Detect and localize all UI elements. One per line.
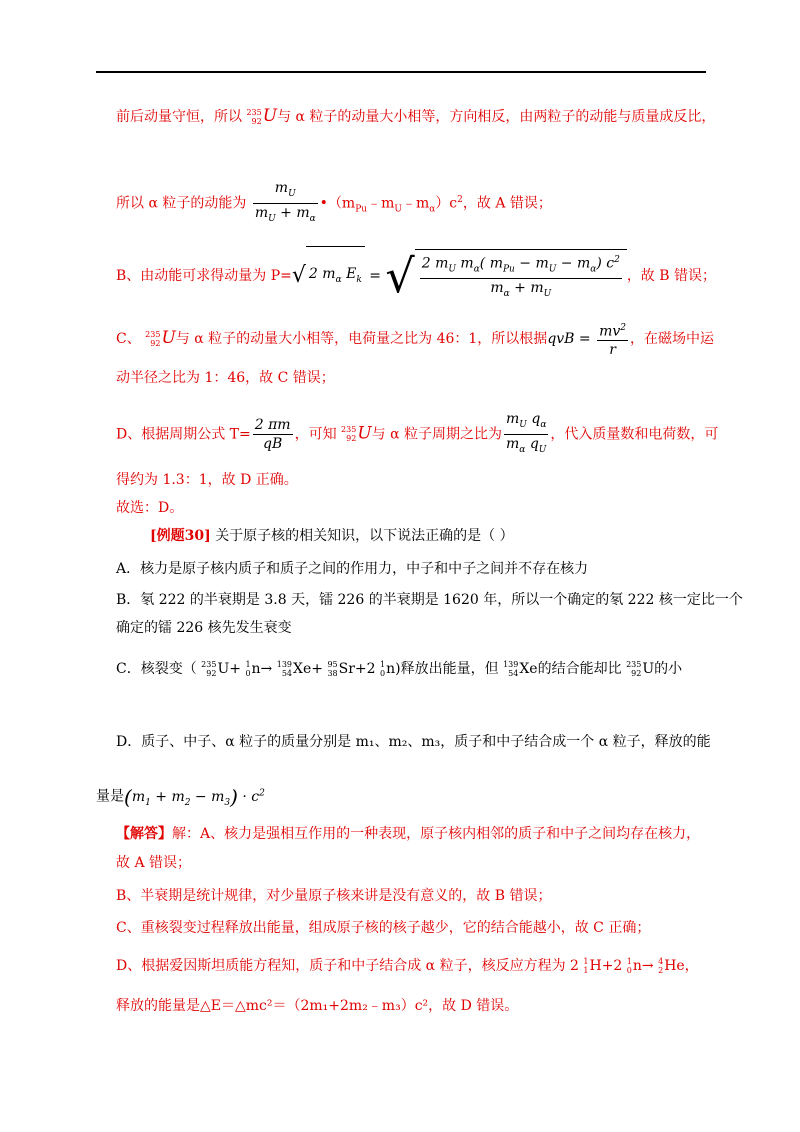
text: 与 α 粒子的动量大小相等，方向相反，由两粒子的动能与质量成反比， bbox=[277, 109, 716, 125]
solution-line-8: 故选：D。 bbox=[116, 500, 184, 516]
option-a: A．核力是原子核内质子和质子之间的作用力，中子和中子之间并不存在核力 bbox=[116, 561, 589, 577]
text: 与 α 粒子的动量大小相等，电荷量之比为 46：1，所以根据 bbox=[175, 331, 548, 347]
solution-line-4: C、 235 92 U与 α 粒子的动量大小相等，电荷量之比为 46：1，所以根据qvB = $\frac{mv^2}{r}$ ，在磁场中运 bbox=[116, 318, 714, 359]
text: D、根据周期公式 T= bbox=[116, 426, 251, 443]
answer-line-4: D、根据爱因斯坦质能方程知，质子和中子结合成 α 粒子，核反应方程为 2 1 1 H+2 1 0 n→ 4 2 He， bbox=[116, 957, 699, 975]
lorentz-formula: qvB = $\frac{mv^2}{r}$ bbox=[547, 331, 630, 347]
solution-line-5: 动半径之比为 1：46，故 C 错误； bbox=[116, 370, 335, 386]
text: ，故 B 错误； bbox=[626, 267, 717, 284]
text: ）c bbox=[435, 195, 458, 212]
mass-ratio-fraction: $\frac{m_U}{m_U + m_\alpha}$ bbox=[254, 180, 316, 224]
text: B、由动能可求得动量为 P= bbox=[116, 267, 292, 284]
u235-isotope: 235 92 bbox=[246, 108, 262, 126]
text: ﹣m bbox=[401, 195, 430, 212]
text: ，故 A 错误； bbox=[462, 195, 552, 212]
text: 前后动量守恒，所以 bbox=[116, 109, 242, 125]
text: 的结合能却比 bbox=[537, 661, 622, 677]
u235-isotope: 235 92 bbox=[341, 425, 357, 444]
option-d-line-2 bbox=[96, 778, 265, 817]
text: D、根据爱因斯坦质能方程知，质子和中子结合成 α 粒子，核反应方程为 2 bbox=[116, 958, 579, 974]
text: 解：A、核力是强相互作用的一种表现，原子核内相邻的质子和中子之间均存在核力， bbox=[172, 826, 701, 842]
energy-formula: $(m_1 + m_2 - m_3) \cdot c^2$ bbox=[124, 784, 265, 809]
answer-line-5: 释放的能量是△E＝△mc²＝（2m₁+2m₂﹣m₃）c²，故 D 错误。 bbox=[116, 998, 519, 1014]
header-rule bbox=[96, 71, 706, 73]
momentum-formula: √ 2 $m_\alpha$ $E_k$ = √ $\frac{2 m_U m_\alpha( m_{Pu} - m_U - m_\alpha) c^2}{m_\alpha + m_U}$ bbox=[292, 268, 627, 284]
answer-line-3: C、重核裂变过程释放出能量，组成原子核的核子越少，它的结合能越小，故 C 正确； bbox=[116, 920, 651, 936]
period-formula: $\frac{2 \pi m}{qB}$ bbox=[254, 416, 291, 452]
answer-line-2: B、半衰期是统计规律，对少量原子核来讲是没有意义的，故 B 错误； bbox=[116, 888, 552, 904]
answer-line-1 bbox=[116, 824, 700, 844]
answer-line-1b: 故 A 错误； bbox=[116, 855, 192, 871]
option-b-line-1: B．氡 222 的半衰期是 3.8 天，镭 226 的半衰期是 1620 年，所以一个确定的氡 222 核一定比一个 bbox=[116, 592, 743, 608]
option-c: C．核裂变（ 235 92 U+ 1 0 n→ 139 54 Xe+ 95 38 Sr+2 1 0 n)释放出能量，但 139 54 Xe的结合能却比 235 92 U的小 bbox=[116, 660, 683, 678]
text: （m bbox=[327, 195, 356, 212]
text: 的小 bbox=[654, 661, 683, 677]
text: C、 bbox=[116, 331, 141, 347]
text: C．核裂变（ bbox=[116, 661, 197, 677]
text: ﹣m bbox=[367, 195, 395, 212]
text: 量是 bbox=[96, 788, 124, 805]
text: ，在磁场中运 bbox=[630, 331, 715, 347]
text: ，代入质量数和电荷数，可 bbox=[550, 426, 719, 443]
text: He， bbox=[664, 958, 699, 974]
u235-isotope: 235 92 bbox=[145, 330, 161, 348]
solution-line-2: 所以 α 粒子的动能为 $\frac{m_U}{m_U + m_\alpha}$ $•(m_{Pu}﹣m_U﹣m_\alpha)c^2$，故 A 错误； bbox=[116, 178, 552, 231]
solution-line-1: 前后动量守恒，所以 235 92 U与 α 粒子的动量大小相等，方向相反，由两粒子的动能与质量成反比， bbox=[116, 106, 716, 126]
period-ratio-fraction: $\frac{m_U q_\alpha}{m_\alpha q_U}$ bbox=[506, 411, 547, 455]
option-b-line-2: 确定的镭 226 核先发生衰变 bbox=[116, 620, 292, 636]
text: 关于原子核的相关知识，以下说法正确的是（ ） bbox=[215, 528, 514, 544]
text: ，可知 bbox=[294, 426, 337, 443]
text: H+2 bbox=[589, 958, 623, 974]
option-d-line-1: D．质子、中子、α 粒子的质量分别是 m₁、m₂、m₃，质子和中子结合成一个 α 粒子，释放的能 bbox=[116, 734, 711, 750]
text: 所以 α 粒子的动能为 bbox=[116, 195, 247, 212]
text: )释放出能量，但 bbox=[395, 661, 499, 677]
example-question bbox=[150, 526, 514, 546]
solution-line-7: 得约为 1.3：1，故 D 正确。 bbox=[116, 472, 298, 488]
answer-label: 【解答】 bbox=[116, 826, 172, 842]
example-label: [例题30] bbox=[150, 528, 211, 544]
text: n→ bbox=[632, 958, 654, 974]
solution-line-6: D、根据周期公式 T= $\frac{2 \pi m}{qB}$ ，可知 235 92 U与 α 粒子周期之比为 $\frac{m_U q_\alpha}{m_\alpha q_U}$ ，代入质量数和电荷数，可 bbox=[116, 410, 718, 459]
solution-line-3 bbox=[116, 246, 716, 306]
text: 与 α 粒子周期之比为 bbox=[371, 426, 503, 443]
